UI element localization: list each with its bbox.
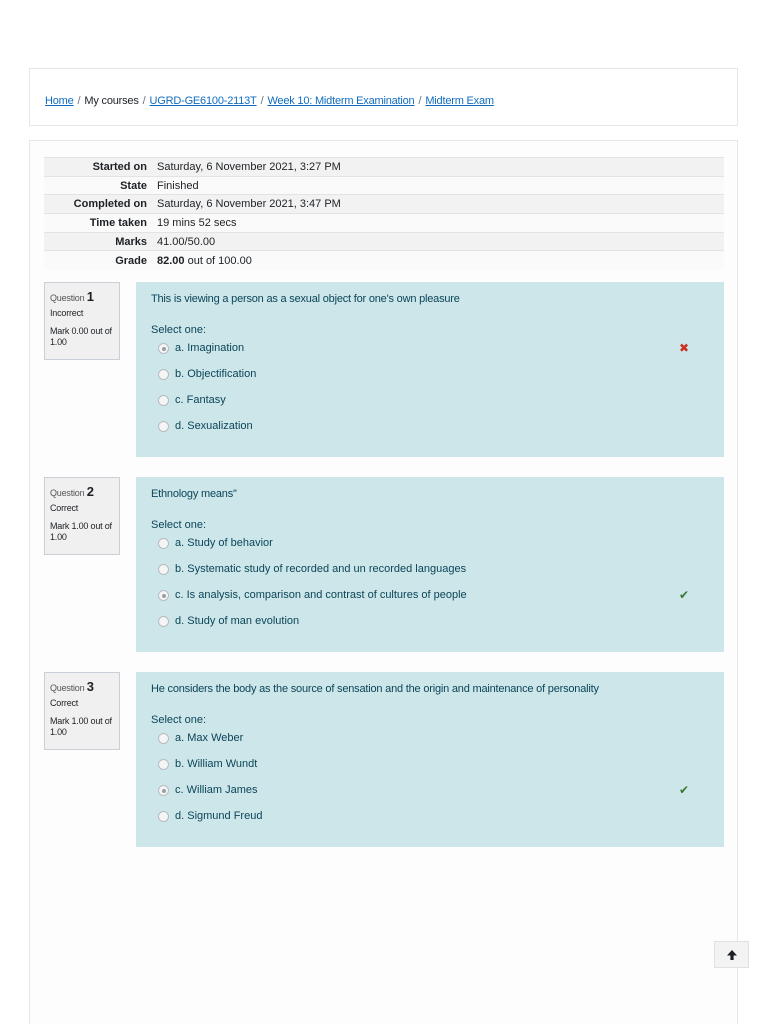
- radio-button[interactable]: [158, 395, 169, 406]
- radio-button[interactable]: [158, 759, 169, 770]
- question-word: Question: [50, 488, 85, 498]
- grade-value: [152, 251, 724, 270]
- grade-score: 82.00: [157, 254, 185, 267]
- answer-label: d. Sigmund Freud: [175, 810, 263, 822]
- breadcrumb-home-link[interactable]: Home: [45, 95, 74, 107]
- answer-option[interactable]: [151, 613, 709, 639]
- question-info-1: [44, 282, 120, 360]
- answer-label: d. Study of man evolution: [175, 615, 300, 627]
- answer-option[interactable]: [151, 756, 709, 782]
- grade-label: Grade: [44, 251, 152, 270]
- grade-suffix: out of 100.00: [187, 254, 252, 267]
- summary-row-marks: [44, 232, 724, 251]
- question-info-2: [44, 477, 120, 555]
- completed-value: Saturday, 6 November 2021, 3:47 PM: [152, 195, 724, 214]
- answer-list: [151, 535, 709, 639]
- select-one-prompt: Select one:: [151, 714, 207, 726]
- marks-value: 41.00/50.00: [152, 232, 724, 251]
- question-state: Correct: [50, 697, 79, 708]
- radio-button-checked[interactable]: [158, 343, 169, 354]
- answer-option[interactable]: [151, 782, 709, 808]
- breadcrumb-card: [29, 68, 738, 126]
- radio-button-checked[interactable]: [158, 590, 169, 601]
- question-mark: Mark 0.00 out of 1.00: [50, 325, 112, 348]
- answer-label: a. Max Weber: [175, 732, 244, 744]
- breadcrumb-course-link[interactable]: UGRD-GE6100-2113T: [149, 95, 257, 107]
- marks-label: Marks: [44, 232, 152, 251]
- answer-option[interactable]: [151, 730, 709, 756]
- question-number: [50, 484, 114, 501]
- question-content-1: [136, 282, 724, 457]
- answer-list: [151, 730, 709, 834]
- state-value: Finished: [152, 176, 724, 195]
- question-mark: Mark 1.00 out of 1.00: [50, 715, 112, 738]
- answer-list: [151, 340, 709, 444]
- select-one-prompt: Select one:: [151, 324, 207, 336]
- started-label: Started on: [44, 158, 152, 177]
- question-state: Correct: [50, 502, 79, 513]
- radio-button-checked[interactable]: [158, 785, 169, 796]
- select-one-prompt: Select one:: [151, 519, 207, 531]
- radio-button[interactable]: [158, 538, 169, 549]
- question-content-2: [136, 477, 724, 652]
- question-info-3: [44, 672, 120, 750]
- answer-option[interactable]: [151, 587, 709, 613]
- answer-option[interactable]: [151, 561, 709, 587]
- check-icon: ✔: [678, 783, 689, 797]
- question-number-value: 2: [86, 484, 94, 499]
- answer-label: b. Systematic study of recorded and un recorded languages: [175, 563, 467, 575]
- time-taken-value: 19 mins 52 secs: [152, 214, 724, 233]
- answer-label: a. Study of behavior: [175, 537, 273, 549]
- answer-label: b. William Wundt: [175, 758, 258, 770]
- breadcrumb: [45, 95, 494, 107]
- question-mark: Mark 1.00 out of 1.00: [50, 520, 112, 543]
- answer-option[interactable]: [151, 340, 709, 366]
- question-text: This is viewing a person as a sexual object for one's own pleasure: [151, 293, 460, 305]
- answer-label: b. Objectification: [175, 368, 257, 380]
- question-content-3: [136, 672, 724, 847]
- question-word: Question: [50, 683, 85, 693]
- question-text: He considers the body as the source of sensation and the origin and maintenance of personality: [151, 683, 599, 695]
- radio-button[interactable]: [158, 616, 169, 627]
- radio-button[interactable]: [158, 421, 169, 432]
- breadcrumb-separator: /: [142, 95, 146, 107]
- question-word: Question: [50, 293, 85, 303]
- breadcrumb-separator: /: [77, 95, 81, 107]
- time-taken-label: Time taken: [44, 214, 152, 233]
- radio-button[interactable]: [158, 564, 169, 575]
- completed-label: Completed on: [44, 195, 152, 214]
- attempt-summary-table: [44, 157, 724, 270]
- question-number: [50, 289, 114, 306]
- started-value: Saturday, 6 November 2021, 3:27 PM: [152, 158, 724, 177]
- radio-button[interactable]: [158, 811, 169, 822]
- answer-label: c. William James: [175, 784, 258, 796]
- answer-label: c. Fantasy: [175, 394, 226, 406]
- question-number-value: 3: [86, 679, 94, 694]
- question-text: Ethnology means'': [151, 488, 237, 500]
- breadcrumb-week-link[interactable]: Week 10: Midterm Examination: [267, 95, 415, 107]
- radio-button[interactable]: [158, 369, 169, 380]
- breadcrumb-my-courses: My courses: [84, 95, 139, 107]
- back-to-top-button[interactable]: [714, 941, 749, 968]
- breadcrumb-exam-link[interactable]: Midterm Exam: [425, 95, 494, 107]
- answer-label: a. Imagination: [175, 342, 245, 354]
- answer-option[interactable]: [151, 366, 709, 392]
- summary-row-state: [44, 176, 724, 195]
- answer-option[interactable]: [151, 808, 709, 834]
- answer-option[interactable]: [151, 418, 709, 444]
- breadcrumb-separator: /: [418, 95, 422, 107]
- answer-option[interactable]: [151, 535, 709, 561]
- cross-icon: ✖: [678, 341, 689, 355]
- summary-row-time: [44, 214, 724, 233]
- question-number: [50, 679, 114, 696]
- state-label: State: [44, 176, 152, 195]
- summary-row-completed: [44, 195, 724, 214]
- summary-row-grade: [44, 251, 724, 270]
- check-icon: ✔: [678, 588, 689, 602]
- answer-label: c. Is analysis, comparison and contrast of cultures of people: [175, 589, 467, 601]
- summary-row-started: [44, 158, 724, 177]
- answer-label: d. Sexualization: [175, 420, 253, 432]
- question-state: Incorrect: [50, 307, 84, 318]
- question-number-value: 1: [86, 289, 94, 304]
- breadcrumb-separator: /: [260, 95, 264, 107]
- radio-button[interactable]: [158, 733, 169, 744]
- answer-option[interactable]: [151, 392, 709, 418]
- arrow-up-icon: [726, 949, 738, 961]
